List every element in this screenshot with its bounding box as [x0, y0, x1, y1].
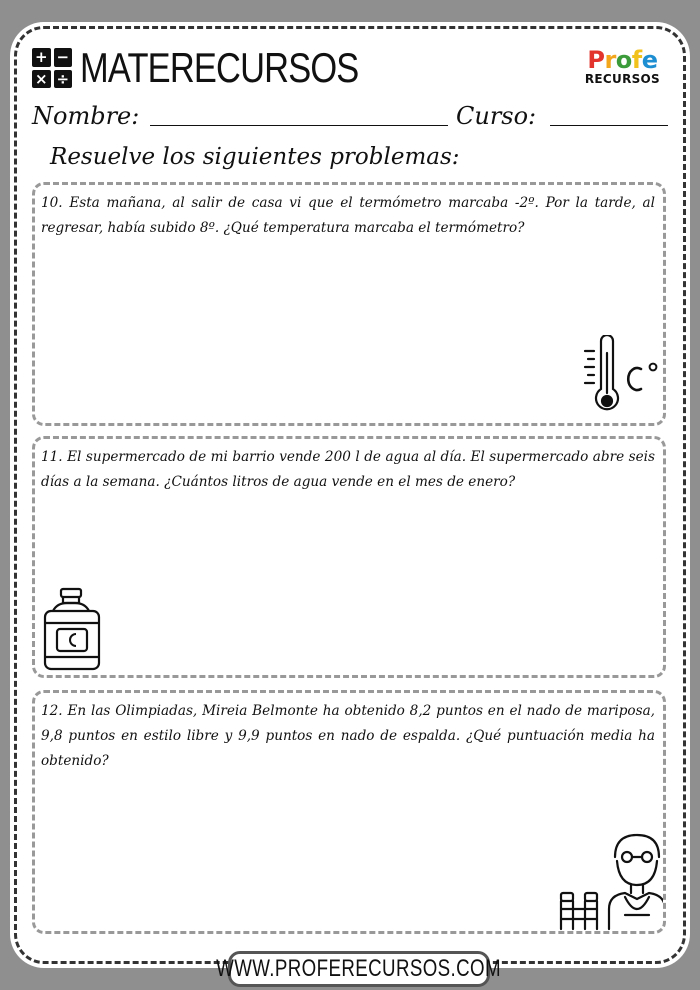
logo-symbol: −: [54, 48, 73, 67]
student-info-row: [32, 100, 668, 130]
thermometer-icon: [581, 335, 667, 421]
logo-symbol: +: [32, 48, 51, 67]
website-footer: [216, 951, 502, 987]
problem-text: 12. En las Olimpiadas, Mireia Belmonte ha obtenido 8,2 puntos en el nado de mariposa, 9,8 puntos en estilo libre y 9,9 puntos en nado de espalda. ¿Qué puntuación media ha obtenido?: [41, 703, 655, 769]
website-url[interactable]: WWW.PROFERECURSOS.COM: [216, 955, 502, 982]
logo-symbol: ÷: [54, 70, 73, 89]
problem-box-10: [32, 182, 666, 426]
brand-title: MATERECURSOS: [80, 44, 359, 91]
course-label: Curso:: [456, 102, 537, 130]
logo-symbol: ×: [32, 70, 51, 89]
swimmer-icon: [559, 831, 663, 933]
problem-text: 11. El supermercado de mi barrio vende 200 l de agua al día. El supermercado abre seis días a la semana. ¿Cuántos litros de agua vende en el mes de enero?: [41, 449, 655, 490]
profe-recursos-logo: [585, 48, 660, 86]
course-field-line[interactable]: [550, 125, 668, 126]
math-symbols-logo-icon: [32, 48, 72, 88]
site-header: [32, 44, 420, 92]
name-field-line[interactable]: [150, 125, 448, 126]
problem-text: 10. Esta mañana, al salir de casa vi que el termómetro marcaba -2º. Por la tarde, al regresar, había subido 8º. ¿Qué temperatura marcaba el termómetro?: [41, 195, 655, 236]
thermometer-unit-text: C°: [629, 365, 663, 398]
profe-logo-word: Profe: [587, 46, 658, 74]
problem-box-12: [32, 690, 666, 934]
instructions-heading: Resuelve los siguientes problemas:: [50, 144, 460, 170]
problem-box-11: [32, 436, 666, 678]
profe-logo-sub: RECURSOS: [584, 72, 660, 86]
name-label: Nombre:: [32, 102, 140, 130]
water-jug-icon: [39, 585, 105, 675]
